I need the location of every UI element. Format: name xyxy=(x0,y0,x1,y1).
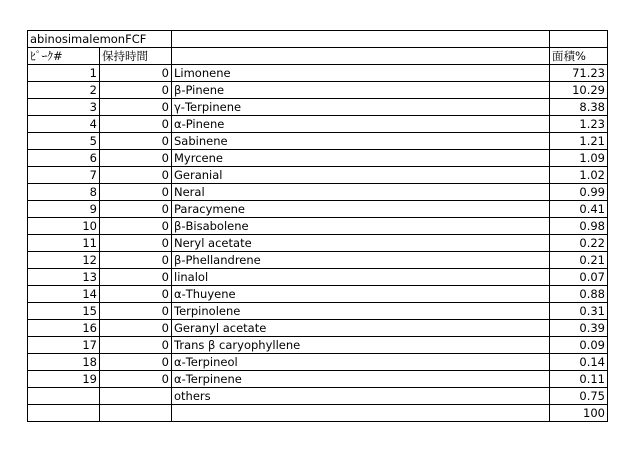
table-row xyxy=(28,218,608,235)
cell-retention-time: 0 xyxy=(100,201,172,218)
cell-compound-name: Neral xyxy=(172,184,550,201)
cell-area-percent: 71.23 xyxy=(550,65,608,82)
table-row xyxy=(28,286,608,303)
cell-retention-time: 0 xyxy=(100,269,172,286)
cell-area-percent: 0.75 xyxy=(550,388,608,405)
cell-retention-time: 0 xyxy=(100,320,172,337)
cell-area-percent: 1.02 xyxy=(550,167,608,184)
cell-area-percent: 8.38 xyxy=(550,99,608,116)
cell-peak-number: 9 xyxy=(28,201,100,218)
title-row xyxy=(28,31,608,48)
cell-compound-name: Terpinolene xyxy=(172,303,550,320)
cell-compound-name: Limonene xyxy=(172,65,550,82)
cell-compound-name: β-Phellandrene xyxy=(172,252,550,269)
cell-peak-number: 5 xyxy=(28,133,100,150)
cell-retention-time: 0 xyxy=(100,184,172,201)
cell-peak-number: 13 xyxy=(28,269,100,286)
cell-compound-name: γ-Terpinene xyxy=(172,99,550,116)
composition-table xyxy=(27,30,608,422)
table-row xyxy=(28,82,608,99)
cell-peak-number: 7 xyxy=(28,167,100,184)
cell-area-percent: 0.07 xyxy=(550,269,608,286)
table-row xyxy=(28,201,608,218)
cell-peak-number: 1 xyxy=(28,65,100,82)
table-row xyxy=(28,116,608,133)
cell-retention-time: 0 xyxy=(100,286,172,303)
table-row xyxy=(28,133,608,150)
cell-area-percent: 10.29 xyxy=(550,82,608,99)
cell-compound-name: linalol xyxy=(172,269,550,286)
header-compound xyxy=(172,48,550,65)
cell-compound-name: Sabinene xyxy=(172,133,550,150)
cell-peak-number xyxy=(28,405,100,422)
cell-retention-time: 0 xyxy=(100,82,172,99)
cell-compound-name: β-Bisabolene xyxy=(172,218,550,235)
cell-peak-number: 18 xyxy=(28,354,100,371)
cell-peak-number: 12 xyxy=(28,252,100,269)
cell-peak-number: 8 xyxy=(28,184,100,201)
header-peak: ﾋﾟｰｸ# xyxy=(28,48,100,65)
cell-area-percent: 0.39 xyxy=(550,320,608,337)
cell-area-percent: 0.21 xyxy=(550,252,608,269)
table-row xyxy=(28,303,608,320)
table-row xyxy=(28,99,608,116)
cell-compound-name: Myrcene xyxy=(172,150,550,167)
cell-area-percent: 0.09 xyxy=(550,337,608,354)
cell-area-percent: 1.21 xyxy=(550,133,608,150)
cell-area-percent: 100 xyxy=(550,405,608,422)
header-row xyxy=(28,48,608,65)
cell-peak-number: 17 xyxy=(28,337,100,354)
cell-retention-time: 0 xyxy=(100,167,172,184)
table-row xyxy=(28,167,608,184)
cell-compound-name: Geranial xyxy=(172,167,550,184)
cell-compound-name: β-Pinene xyxy=(172,82,550,99)
cell-area-percent: 0.14 xyxy=(550,354,608,371)
table-row xyxy=(28,405,608,422)
table-row xyxy=(28,184,608,201)
cell-compound-name: α-Terpineol xyxy=(172,354,550,371)
cell-peak-number: 19 xyxy=(28,371,100,388)
table-row xyxy=(28,320,608,337)
cell-retention-time xyxy=(100,405,172,422)
cell-compound-name: α-Pinene xyxy=(172,116,550,133)
cell-area-percent: 0.88 xyxy=(550,286,608,303)
table-row xyxy=(28,269,608,286)
cell-retention-time: 0 xyxy=(100,133,172,150)
cell-area-percent: 0.98 xyxy=(550,218,608,235)
cell-peak-number: 16 xyxy=(28,320,100,337)
cell-retention-time: 0 xyxy=(100,252,172,269)
cell-retention-time: 0 xyxy=(100,371,172,388)
cell-area-percent: 0.31 xyxy=(550,303,608,320)
cell-peak-number: 3 xyxy=(28,99,100,116)
cell-compound-name xyxy=(172,405,550,422)
table-body xyxy=(28,31,608,422)
title-row-blank-area xyxy=(550,31,608,48)
cell-retention-time: 0 xyxy=(100,116,172,133)
table-row xyxy=(28,354,608,371)
cell-compound-name: α-Thuyene xyxy=(172,286,550,303)
table-row xyxy=(28,337,608,354)
cell-area-percent: 0.99 xyxy=(550,184,608,201)
cell-retention-time: 0 xyxy=(100,218,172,235)
sheet-title: abinosimalemonFCF xyxy=(28,31,172,48)
header-retention-time: 保持時間 xyxy=(100,48,172,65)
table-row xyxy=(28,65,608,82)
header-area-percent: 面積% xyxy=(550,48,608,65)
cell-peak-number: 10 xyxy=(28,218,100,235)
cell-area-percent: 0.11 xyxy=(550,371,608,388)
cell-peak-number xyxy=(28,388,100,405)
table-row xyxy=(28,235,608,252)
table-row xyxy=(28,150,608,167)
cell-retention-time: 0 xyxy=(100,354,172,371)
table-row xyxy=(28,371,608,388)
cell-peak-number: 15 xyxy=(28,303,100,320)
cell-retention-time: 0 xyxy=(100,150,172,167)
cell-compound-name: Neryl acetate xyxy=(172,235,550,252)
cell-compound-name: Geranyl acetate xyxy=(172,320,550,337)
cell-area-percent: 1.23 xyxy=(550,116,608,133)
cell-compound-name: α-Terpinene xyxy=(172,371,550,388)
cell-retention-time xyxy=(100,388,172,405)
cell-peak-number: 2 xyxy=(28,82,100,99)
cell-retention-time: 0 xyxy=(100,99,172,116)
cell-area-percent: 0.22 xyxy=(550,235,608,252)
cell-retention-time: 0 xyxy=(100,65,172,82)
cell-compound-name: Paracymene xyxy=(172,201,550,218)
cell-area-percent: 0.41 xyxy=(550,201,608,218)
cell-area-percent: 1.09 xyxy=(550,150,608,167)
cell-compound-name: Trans β caryophyllene xyxy=(172,337,550,354)
cell-retention-time: 0 xyxy=(100,337,172,354)
cell-peak-number: 6 xyxy=(28,150,100,167)
table-row xyxy=(28,388,608,405)
cell-peak-number: 4 xyxy=(28,116,100,133)
cell-peak-number: 11 xyxy=(28,235,100,252)
table-row xyxy=(28,252,608,269)
title-row-blank xyxy=(172,31,550,48)
cell-compound-name: others xyxy=(172,388,550,405)
cell-retention-time: 0 xyxy=(100,303,172,320)
cell-retention-time: 0 xyxy=(100,235,172,252)
cell-peak-number: 14 xyxy=(28,286,100,303)
